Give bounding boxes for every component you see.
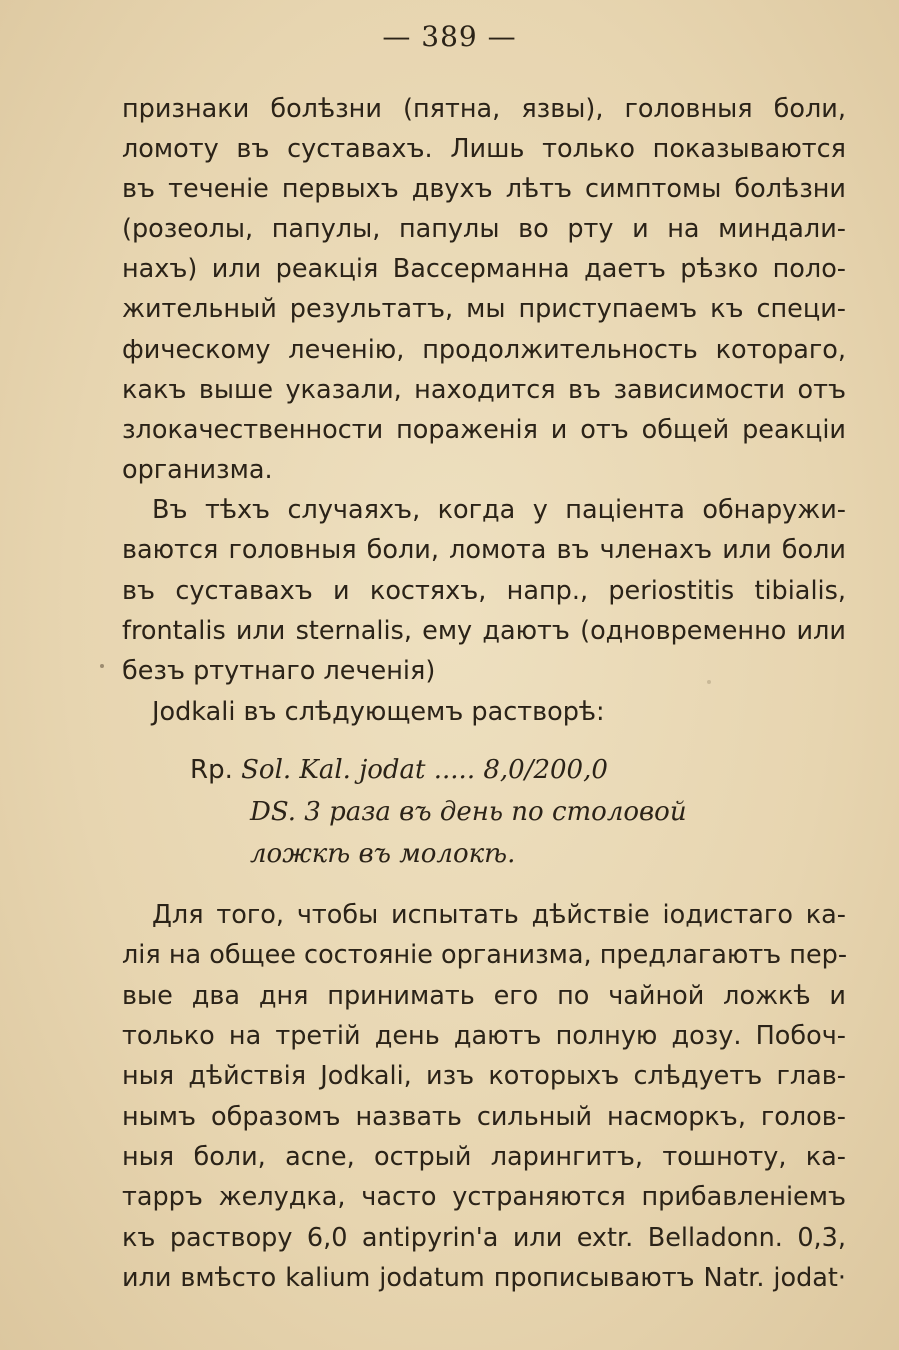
text-line: ныя дѣйствія Jodkali, изъ которыхъ слѣдуетъ глав- xyxy=(122,1061,846,1091)
text-line: къ раствору 6,0 antipyrin'a или extr. Belladonn. 0,3, xyxy=(122,1223,846,1253)
paragraph-3: Jodkali въ слѣдующемъ растворѣ: xyxy=(152,697,605,727)
page-number: — 389 — xyxy=(382,20,517,53)
text-line: тарръ желудка, часто устраняются прибавленіемъ xyxy=(122,1182,846,1212)
text-line: нымъ образомъ назвать сильный насморкъ, голов- xyxy=(122,1102,846,1132)
text-line: ломоту въ суставахъ. Лишь только показываются xyxy=(122,134,846,164)
text-line: ныя боли, acne, острый ларингитъ, тошноту, ка- xyxy=(122,1142,846,1172)
text-line: только на третій день даютъ полную дозу. Побоч- xyxy=(122,1021,846,1051)
prescription-line-3: ложкѣ въ молокѣ. xyxy=(250,839,516,869)
text-line: вые два дня принимать его по чайной ложкѣ и xyxy=(122,981,846,1011)
text-line: (розеолы, папулы, папулы во рту и на миндали- xyxy=(122,214,846,244)
prescription-formula: Sol. Kal. jodat ..... 8,0/200,0 xyxy=(241,755,608,785)
text-line: фическому леченію, продолжительность котораго, xyxy=(122,335,846,365)
text-line: frontalis или sternalis, ему даютъ (одновременно или xyxy=(122,616,846,646)
text-line: безъ ртутнаго леченія) xyxy=(122,656,436,686)
text-line: организма. xyxy=(122,455,273,485)
text-line: Въ тѣхъ случаяхъ, когда у паціента обнаружи- xyxy=(152,495,846,525)
text-line: въ суставахъ и костяхъ, напр., periostitis tibialis, xyxy=(122,576,846,606)
scan-speck xyxy=(707,680,711,684)
text-line: въ теченіе первыхъ двухъ лѣтъ симптомы болѣзни xyxy=(122,174,846,204)
text-line: лія на общее состояніе организма, предлагаютъ пер- xyxy=(122,940,848,970)
prescription-line-2: DS. 3 раза въ день по столовой xyxy=(250,797,687,827)
text-line: Для того, чтобы испытать дѣйствіе іодистаго ка- xyxy=(152,900,846,930)
scan-speck xyxy=(100,664,104,668)
rp-label: Rp. xyxy=(190,755,233,785)
text-line: злокачественности пораженія и отъ общей реакціи xyxy=(122,415,846,445)
text-line: ваются головныя боли, ломота въ членахъ или боли xyxy=(122,535,846,565)
text-line: нахъ) или реакція Вассерманна даетъ рѣзко поло- xyxy=(122,254,846,284)
text-line: жительный результатъ, мы приступаемъ къ специ- xyxy=(122,294,846,324)
text-line: какъ выше указали, находится въ зависимости отъ xyxy=(122,375,846,405)
text-line: признаки болѣзни (пятна, язвы), головныя боли, xyxy=(122,94,846,124)
text-line: или вмѣсто kalium jodatum прописываютъ Natr. jodat· xyxy=(122,1263,846,1293)
prescription-line-1 xyxy=(190,752,608,788)
